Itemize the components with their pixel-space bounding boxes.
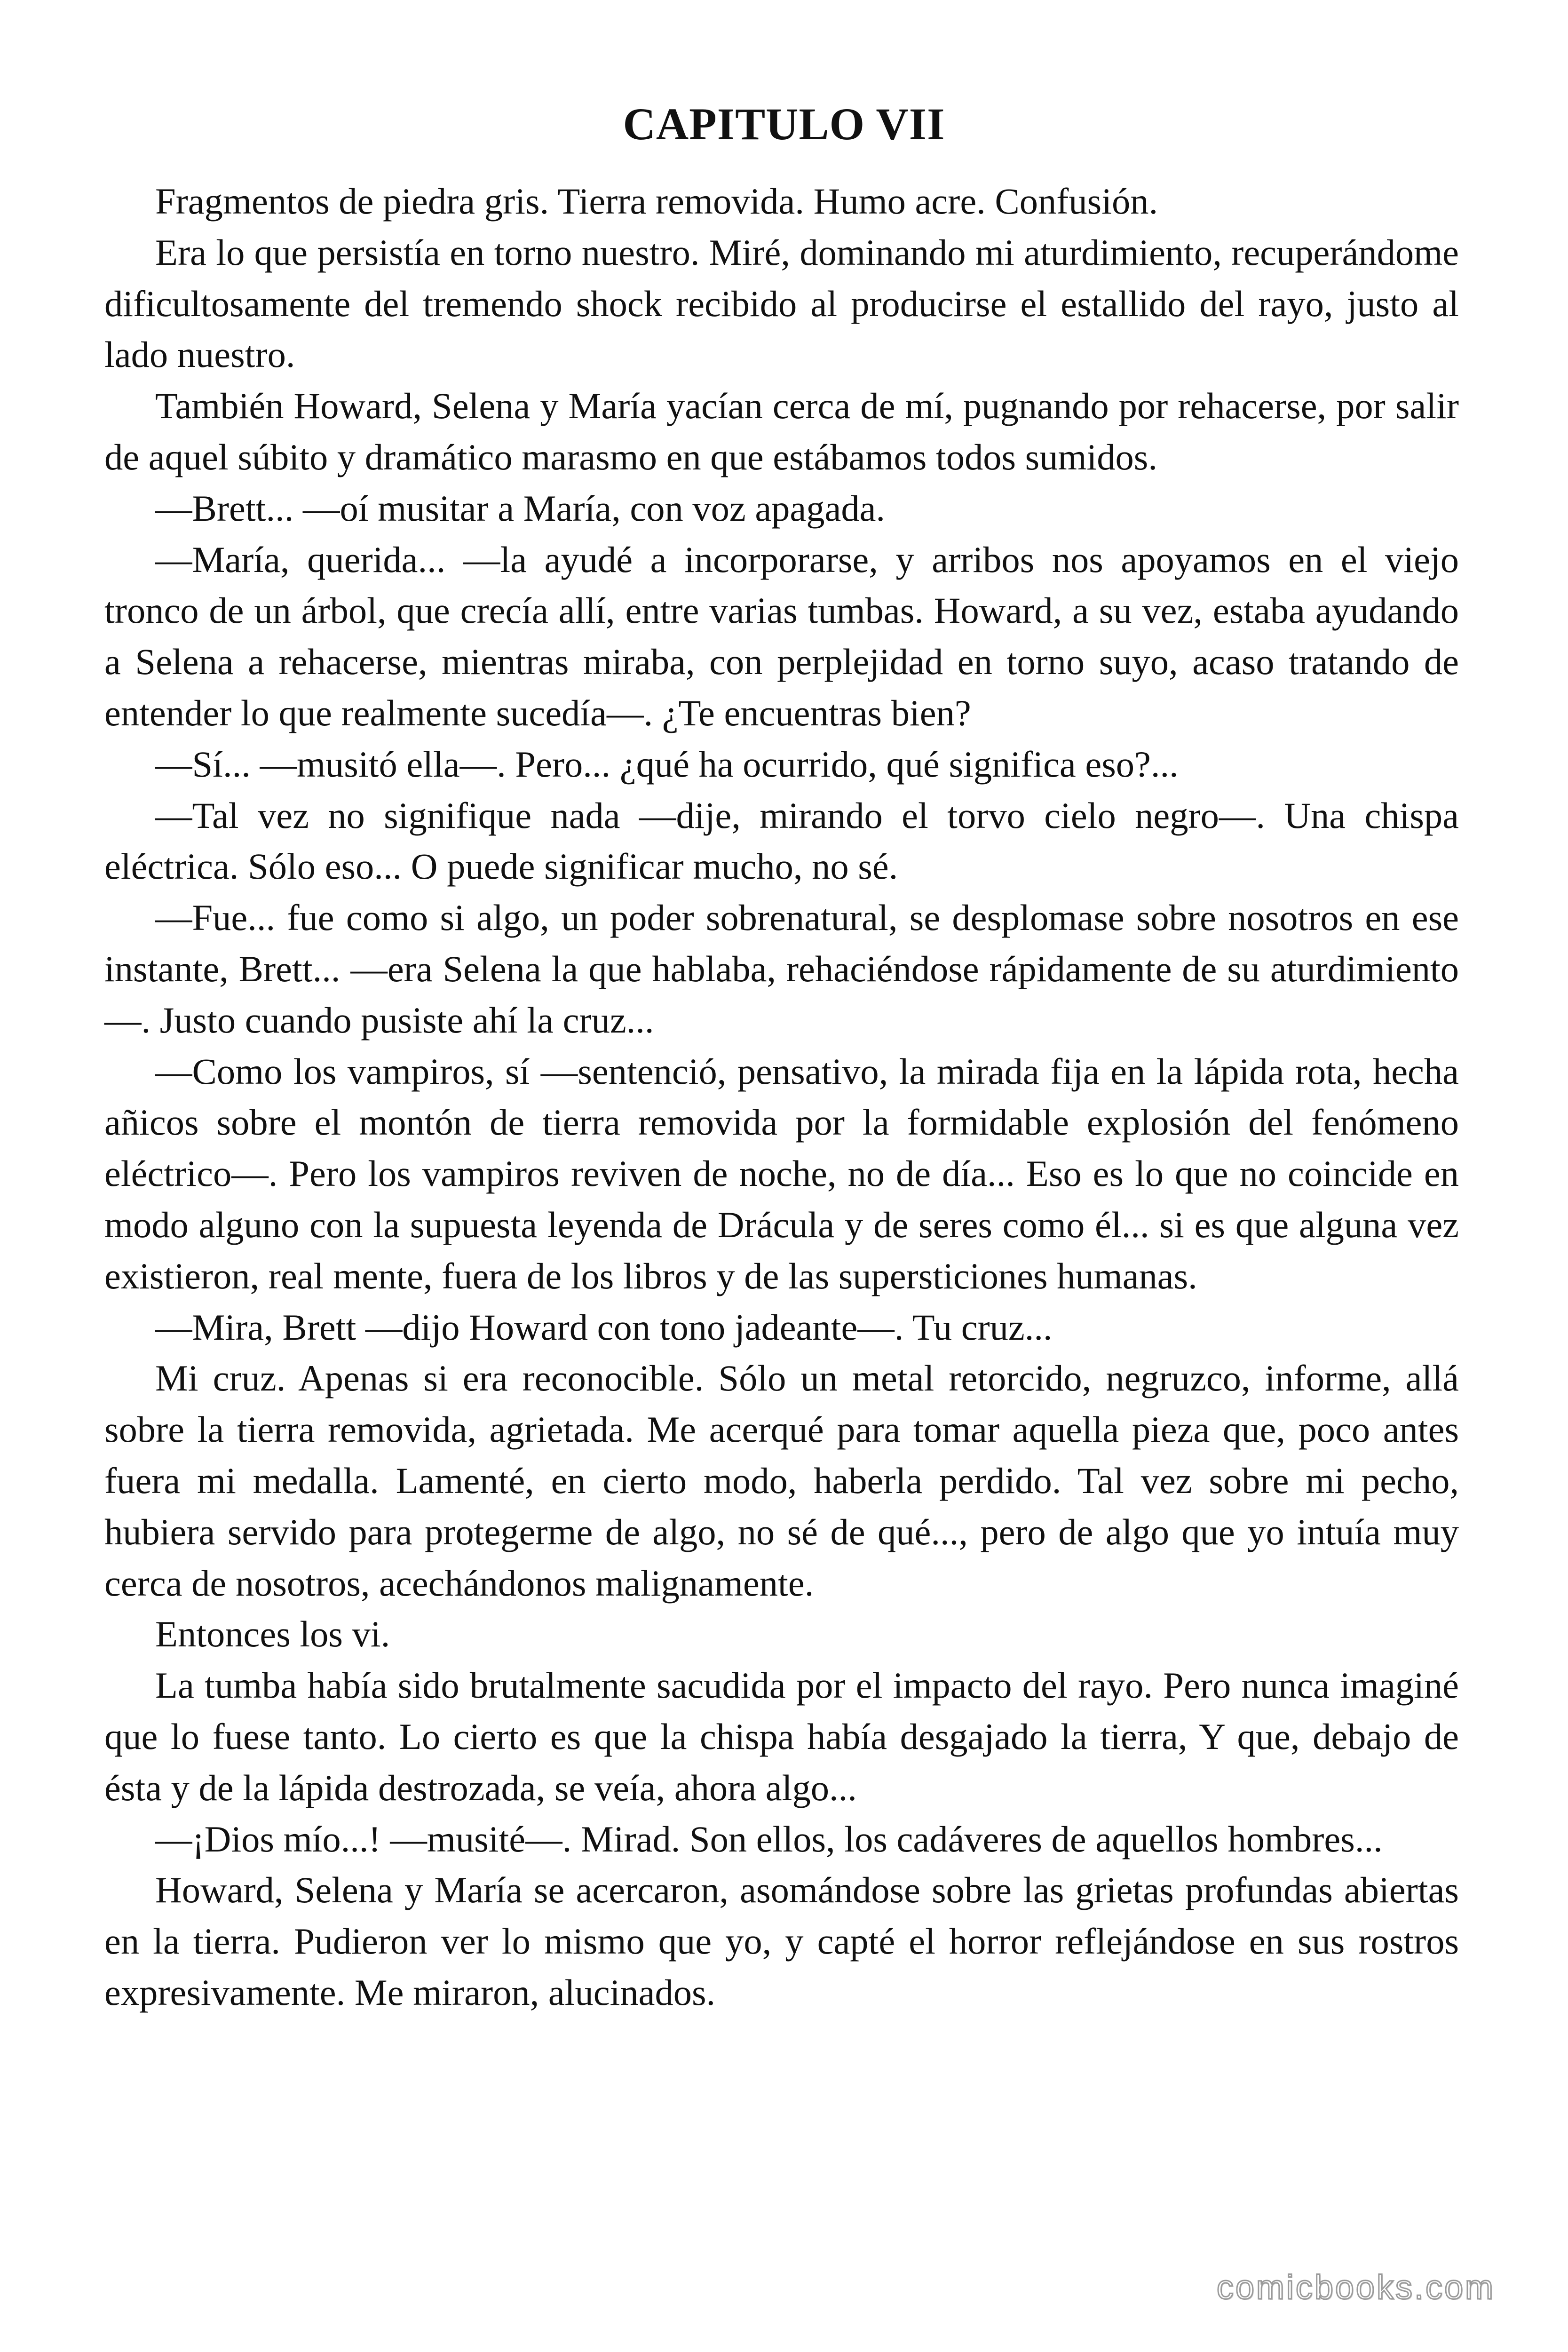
paragraph: También Howard, Selena y María yacían cerca de mí, pugnando por rehacerse, por salir de aquel súbito y dramático marasmo en que estábamos todos sumidos. — [104, 385, 1459, 477]
paragraph: —Fue... fue como si algo, un poder sobrenatural, se desplomase sobre nosotros en ese instante, Brett... —era Selena la que hablaba, rehaciéndose rápidamente de su aturdimiento—. Justo cuando pusiste ahí la cruz... — [104, 897, 1459, 1041]
paragraph: —Mira, Brett —dijo Howard con tono jadeante—. Tu cruz... — [155, 1306, 1053, 1348]
paragraph: La tumba había sido brutalmente sacudida por el impacto del rayo. Pero nunca imaginé que lo fuese tanto. Lo cierto es que la chispa había desgajado la tierra, Y que, debajo de ésta y de la lápida destrozada, se veía, ahora algo... — [104, 1665, 1459, 1808]
paragraph: Howard, Selena y María se acercaron, asomándose sobre las grietas profundas abiertas en la tierra. Pudieron ver lo mismo que yo, y capté el horror reflejándose en sus rostros expresivamente. Me miraron, alucinados. — [104, 1869, 1459, 2013]
paragraph: —María, querida... —la ayudé a incorporarse, y arribos nos apoyamos en el viejo tronco de un árbol, que crecía allí, entre varias tumbas. Howard, a su vez, estaba ayudando a Selena a rehacerse, mientras miraba, con perplejidad en torno suyo, acaso tratando de entender lo que realmente sucedía—. ¿Te encuentras bien? — [104, 539, 1459, 733]
watermark: comicbooks.com — [1216, 2269, 1495, 2306]
paragraph: —Sí... —musitó ella—. Pero... ¿qué ha ocurrido, qué significa eso?... — [155, 743, 1179, 785]
paragraph: —¡Dios mío...! —musité—. Mirad. Son ellos, los cadáveres de aquellos hombres... — [155, 1818, 1383, 1859]
chapter-title: CAPITULO VII — [623, 99, 945, 150]
paragraph: —Brett... —oí musitar a María, con voz apagada. — [155, 487, 886, 529]
paragraph: Fragmentos de piedra gris. Tierra removida. Humo acre. Confusión. — [155, 181, 1158, 222]
paragraph: —Tal vez no signifique nada —dije, mirando el torvo cielo negro—. Una chispa eléctrica. Sólo eso... O puede significar mucho, no sé. — [104, 795, 1459, 887]
paragraph: Entonces los vi. — [155, 1613, 390, 1655]
chapter-body — [104, 176, 1459, 2018]
paragraph: Era lo que persistía en torno nuestro. Miré, dominando mi aturdimiento, recuperándome dificultosamente del tremendo shock recibido al producirse el estallido del rayo, justo al lado nuestro. — [104, 231, 1459, 375]
paragraph: Mi cruz. Apenas si era reconocible. Sólo un metal retorcido, negruzco, informe, allá sobre la tierra removida, agrietada. Me acerqué para tomar aquella pieza que, poco antes fuera mi medalla. Lamenté, en cierto modo, haberla perdido. Tal vez sobre mi pecho, hubiera servido para protegerme de algo, no sé de qué..., pero de algo que yo intuía muy cerca de nosotros, acechándonos malignamente. — [104, 1358, 1459, 1604]
paragraph: —Como los vampiros, sí —sentenció, pensativo, la mirada fija en la lápida rota, hecha añicos sobre el montón de tierra removida por la formidable explosión del fenómeno eléctrico—. Pero los vampiros reviven de noche, no de día... Eso es lo que no coincide en modo alguno con la supuesta leyenda de Drácula y de seres como él... si es que alguna vez existieron, real mente, fuera de los libros y de las supersticiones humanas. — [104, 1050, 1459, 1296]
